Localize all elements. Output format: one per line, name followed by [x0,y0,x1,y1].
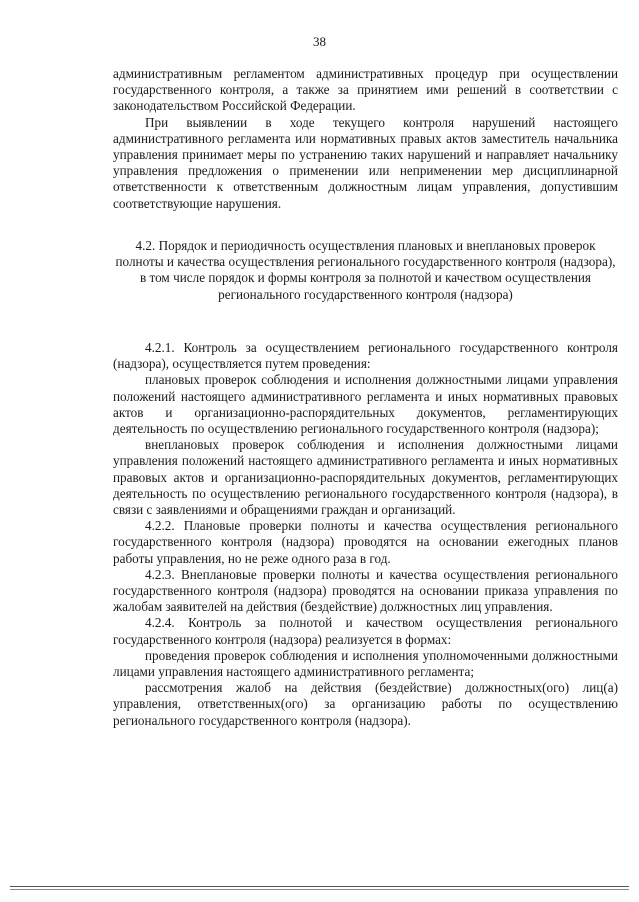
intro-block [113,66,618,212]
section-body [113,340,618,729]
intro-paragraph-violations: При выявлении в ходе текущего контроля нарушений настоящего административного регламента или нормативных правых актов заместитель начальника управления принимает меры по устранению таких нарушений и направляет начальнику управления предложения о применении или неприменении мер дисциплинарной ответственности к ответственным должностным лицам управления, допустившим соответствующие нарушения. [113,114,618,211]
scan-edge-line [10,886,629,887]
paragraph-unplanned-checks: внеплановых проверок соблюдения и исполнения должностными лицами управления положений настоящего административного регламента и иных нормативных правовых актов и организационно-распорядительных документов, регламентирующих деятельность по осуществлению регионального государственного контроля (надзора), в связи с заявлениями и обращениями граждан и организаций. [113,437,618,518]
paragraph-4-2-1: 4.2.1. Контроль за осуществлением регионального государственного контроля (надзора), осуществляется путем проведения: [113,340,618,372]
paragraph-4-2-4: 4.2.4. Контроль за полнотой и качеством осуществления регионального государственного контроля (надзора) реализуется в формах: [113,615,618,647]
page-number: 38 [313,34,326,49]
paragraph-planned-checks: плановых проверок соблюдения и исполнения должностными лицами управления положений настоящего административного регламента и иных нормативных правовых актов и организационно-распорядительных документов, регламентирующих деятельность по осуществлению регионального государственного контроля (надзора); [113,372,618,437]
paragraph-complaints-review: рассмотрения жалоб на действия (бездействие) должностных(ого) лиц(а) управления, ответственных(ого) за организацию работы по осуществлению регионального государственного контроля (надзора). [113,680,618,728]
section-heading: 4.2. Порядок и периодичность осуществления плановых и внеплановых проверок полноты и качества осуществления регионального государственного контроля (надзора), в том числе порядок и формы контроля за полнотой и качеством осуществления регионального государственного контроля (надзора) [115,238,616,302]
paragraph-4-2-2: 4.2.2. Плановые проверки полноты и качества осуществления регионального государственного контроля (надзора) проводятся на основании ежегодных планов работы управления, но не реже одного раза в год. [113,518,618,566]
paragraph-conducting-checks: проведения проверок соблюдения и исполнения уполномоченными должностными лицами управления настоящего административного регламента; [113,647,618,680]
intro-paragraph-continued: административным регламентом административных процедур при осуществлении государственного контроля, а также за принятием ими решений в соответствии с законодательством Российской Федерации. [113,66,618,114]
scan-edge-line-lower [10,889,629,890]
paragraph-4-2-3: 4.2.3. Внеплановые проверки полноты и качества осуществления регионального государственного контроля (надзора) проводятся на основании приказа управления по жалобам заявителей на действия (бездействие) должностных лиц управления. [113,566,618,615]
